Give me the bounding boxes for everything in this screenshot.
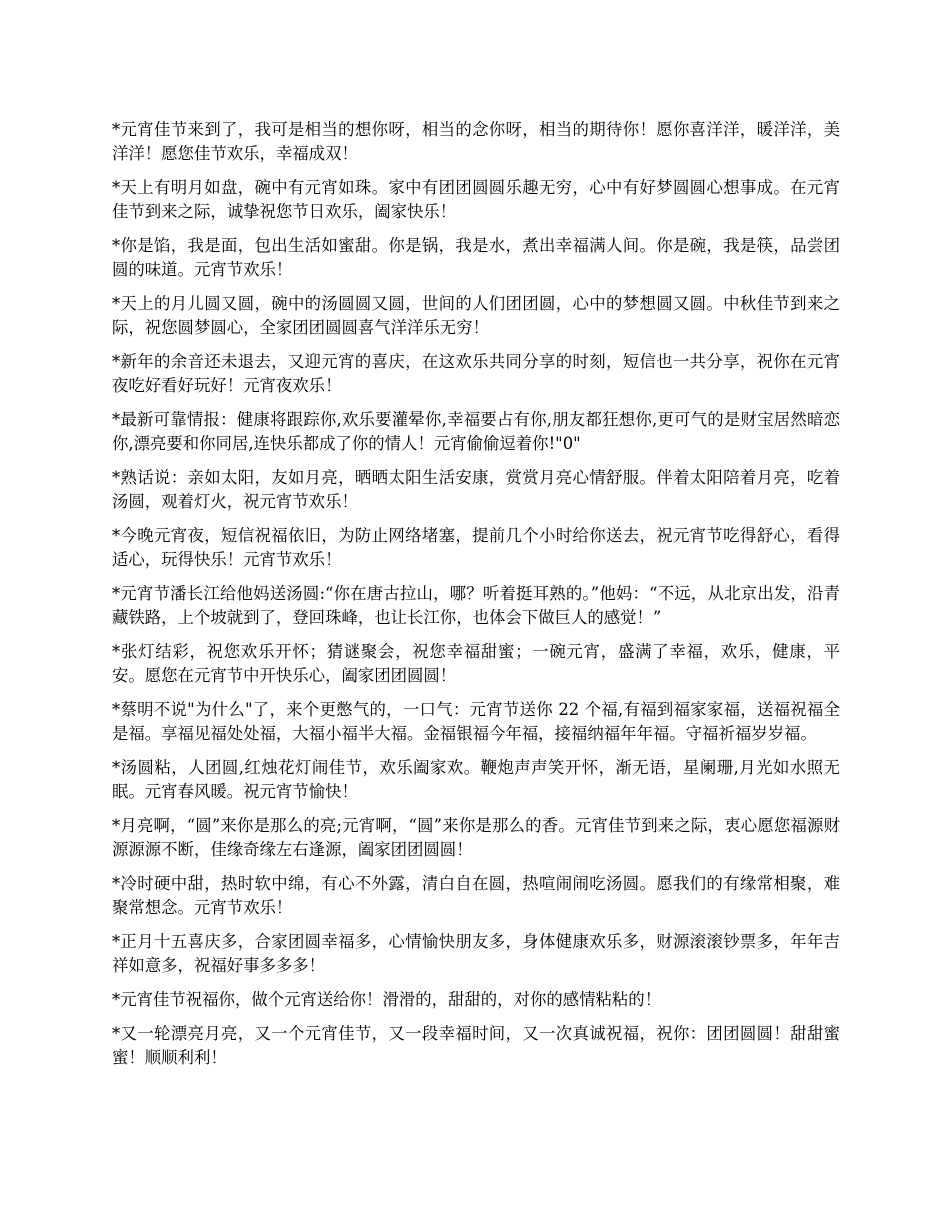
- paragraph: *正月十五喜庆多，合家团圆幸福多，心情愉快朋友多，身体健康欢乐多，财源滚滚钞票多，年年吉祥如意多，祝福好事多多多！: [112, 932, 840, 975]
- document-page: [112, 118, 840, 1080]
- paragraph: *天上的月儿圆又圆，碗中的汤圆圆又圆，世间的人们团团圆，心中的梦想圆又圆。中秋佳节到来之际，祝您圆梦圆心，全家团团圆圆喜气洋洋乐无穷！: [112, 294, 840, 337]
- paragraph: *元宵佳节祝福你，做个元宵送给你！滑滑的，甜甜的，对你的感情粘粘的！: [112, 990, 662, 1009]
- paragraph: *月亮啊，“圆”来你是那么的亮;元宵啊，“圆”来你是那么的香。元宵佳节到来之际，衷心愿您福源财源源源不断，佳缘奇缘左右逢源，阖家团团圆圆！: [112, 816, 840, 859]
- paragraph: *你是馅，我是面，包出生活如蜜甜。你是锅，我是水，煮出幸福满人间。你是碗，我是筷，品尝团圆的味道。元宵节欢乐！: [112, 236, 840, 279]
- paragraph: *最新可靠情报：健康将跟踪你,欢乐要灌晕你,幸福要占有你,朋友都狂想你,更可气的是财宝居然暗恋你,漂亮要和你同居,连快乐都成了你的情人！元宵偷偷逗着你!"0": [112, 410, 840, 453]
- paragraph: *熟话说：亲如太阳，友如月亮，晒晒太阳生活安康，赏赏月亮心情舒服。伴着太阳陪着月亮，吃着汤圆，观着灯火，祝元宵节欢乐！: [112, 468, 840, 511]
- paragraph: *又一轮漂亮月亮，又一个元宵佳节，又一段幸福时间，又一次真诚祝福，祝你：团团圆圆！甜甜蜜蜜！顺顺利利！: [112, 1024, 840, 1067]
- paragraph: *元宵节潘长江给他妈送汤圆:“你在唐古拉山，哪？听着挺耳熟的。”他妈：“不远，从北京出发，沿青藏铁路，上个坡就到了，登回珠峰，也让长江你，也体会下做巨人的感觉！”: [112, 584, 840, 627]
- paragraph: *今晚元宵夜，短信祝福依旧，为防止网络堵塞，提前几个小时给你送去，祝元宵节吃得舒心，看得适心，玩得快乐！元宵节欢乐！: [112, 526, 840, 569]
- paragraph: *汤圆粘，人团圆,红烛花灯闹佳节，欢乐阖家欢。鞭炮声声笑开怀，渐无语，星阑珊,月光如水照无眠。元宵春风暖。祝元宵节愉快！: [112, 758, 840, 801]
- paragraph: *天上有明月如盘，碗中有元宵如珠。家中有团团圆圆乐趣无穷，心中有好梦圆圆心想事成。在元宵佳节到来之际，诚挚祝您节日欢乐，阖家快乐！: [112, 178, 840, 221]
- paragraph: *元宵佳节来到了，我可是相当的想你呀，相当的念你呀，相当的期待你！愿你喜洋洋，暖洋洋，美洋洋！愿您佳节欢乐，幸福成双！: [112, 120, 840, 163]
- paragraph: *张灯结彩，祝您欢乐开怀；猜谜聚会，祝您幸福甜蜜；一碗元宵，盛满了幸福，欢乐，健康，平安。愿您在元宵节中开快乐心，阖家团团圆圆！: [112, 642, 840, 685]
- paragraph: *冷时硬中甜，热时软中绵，有心不外露，清白自在圆，热喧闹闹吃汤圆。愿我们的有缘常相聚，难聚常想念。元宵节欢乐！: [112, 874, 840, 917]
- paragraph: *蔡明不说"为什么"了，来个更憋气的，一口气：元宵节送你 22 个福,有福到福家家福，送福祝福全是福。享福见福处处福，大福小福半大福。金福银福今年福，接福纳福年年福。守福祈福岁岁福。: [112, 700, 840, 743]
- paragraph: *新年的余音还未退去，又迎元宵的喜庆，在这欢乐共同分享的时刻，短信也一共分享，祝你在元宵夜吃好看好玩好！元宵夜欢乐！: [112, 352, 840, 395]
